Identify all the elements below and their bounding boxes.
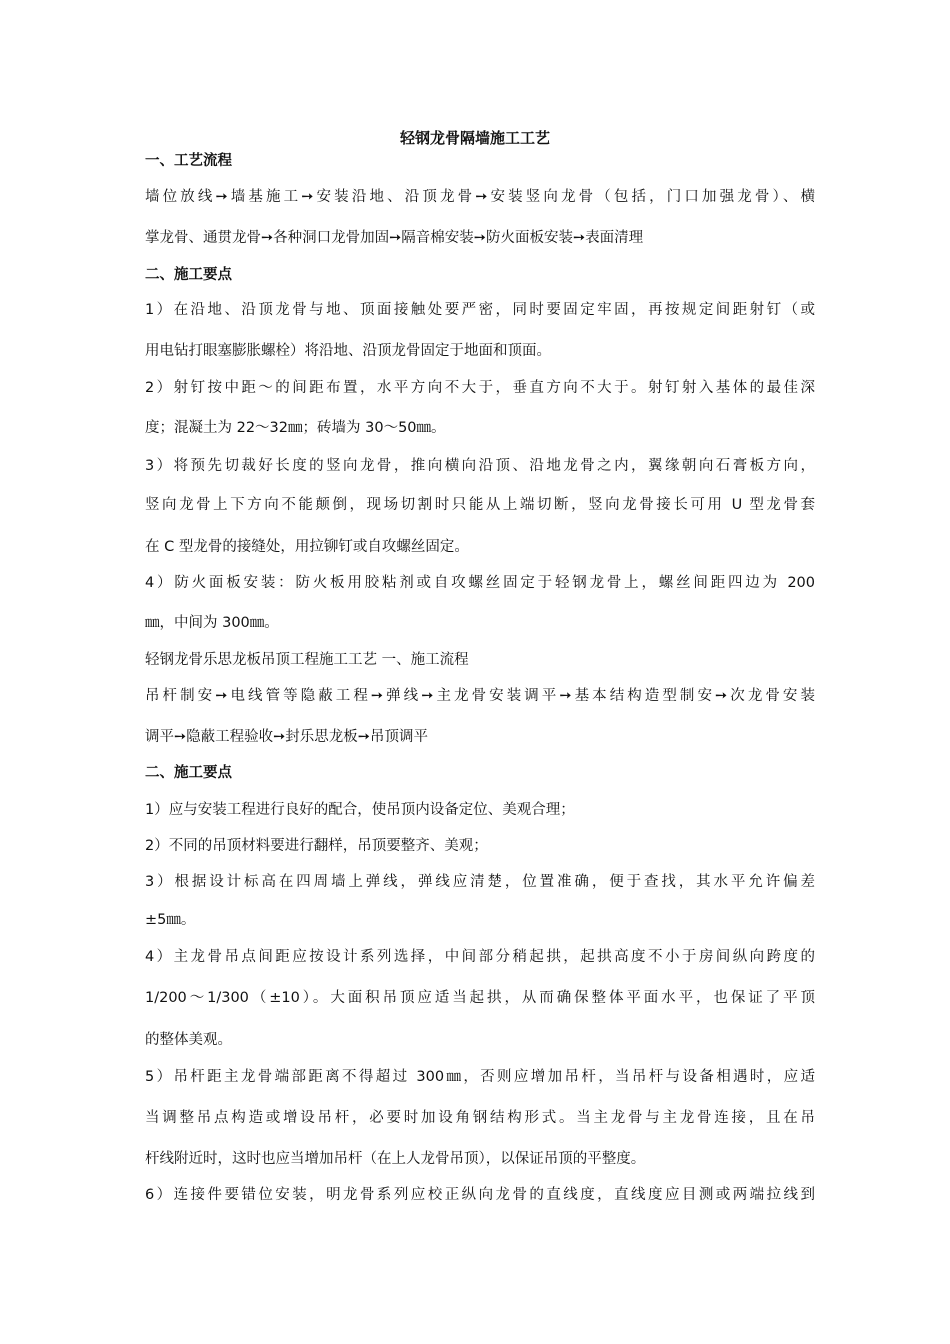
- paragraph-line: 2）射钉按中距～的间距布置，水平方向不大于，垂直方向不大于。射钉射入基体的最佳深: [145, 380, 815, 396]
- paragraph-line: 调平➙隐蔽工程验收➙封乐思龙板➙吊顶调平: [145, 729, 428, 745]
- paragraph-line: 竖向龙骨上下方向不能颠倒，现场切割时只能从上端切断，竖向龙骨接长可用 U 型龙骨套: [145, 497, 815, 513]
- paragraph-line: 2）不同的吊顶材料要进行翻样，吊顶要整齐、美观；: [145, 838, 488, 854]
- paragraph-line: 墙位放线➙墙基施工➙安装沿地、沿顶龙骨➙安装竖向龙骨（包括，门口加强龙骨）、横: [145, 189, 815, 205]
- paragraph-line: 掌龙骨、通贯龙骨➙各种洞口龙骨加固➙隔音棉安装➙防火面板安装➙表面清理: [145, 230, 644, 246]
- paragraph-line: ±5㎜。: [145, 912, 196, 928]
- paragraph-line: ㎜，中间为 300㎜。: [145, 615, 279, 631]
- paragraph-line: 5）吊杆距主龙骨端部距离不得超过 300㎜，否则应增加吊杆，当吊杆与设备相遇时，应适: [145, 1069, 815, 1085]
- section-heading: 一、工艺流程: [145, 153, 232, 169]
- paragraph-line: 3）将预先切裁好长度的竖向龙骨，推向横向沿顶、沿地龙骨之内，翼缘朝向石膏板方向，: [145, 458, 815, 474]
- paragraph-line: 1）在沿地、沿顶龙骨与地、顶面接触处要严密，同时要固定牢固，再按规定间距射钉（或: [145, 302, 815, 318]
- paragraph-line: 的整体美观。: [145, 1032, 232, 1048]
- paragraph-line: 轻钢龙骨乐思龙板吊顶工程施工工艺 一、施工流程: [145, 652, 469, 668]
- paragraph-line: 1）应与安装工程进行良好的配合，使吊顶内设备定位、美观合理；: [145, 802, 575, 818]
- paragraph-line: 用电钻打眼塞膨胀螺栓）将沿地、沿顶龙骨固定于地面和顶面。: [145, 343, 551, 359]
- paragraph-line: 4）防火面板安装：防火板用胶粘剂或自攻螺丝固定于轻钢龙骨上，螺丝间距四边为 200: [145, 575, 815, 591]
- paragraph-line: 度；混凝土为 22～32㎜；砖墙为 30～50㎜。: [145, 420, 446, 436]
- paragraph-line: 6）连接件要错位安装，明龙骨系列应校正纵向龙骨的直线度，直线度应目测或两端拉线到: [145, 1187, 815, 1203]
- section-heading: 二、施工要点: [145, 765, 232, 781]
- paragraph-line: 1/200～1/300（±10）。大面积吊顶应适当起拱，从而确保整体平面水平，也保证了平顶: [145, 990, 815, 1006]
- paragraph-line: 吊杆制安➙电线管等隐蔽工程➙弹线➙主龙骨安装调平➙基本结构造型制安➙次龙骨安装: [145, 688, 815, 704]
- paragraph-line: 3）根据设计标高在四周墙上弹线，弹线应清楚，位置准确，便于查找，其水平允许偏差: [145, 874, 815, 890]
- document-title: 轻钢龙骨隔墙施工工艺: [399, 129, 550, 147]
- paragraph-line: 在 C 型龙骨的接缝处，用拉铆钉或自攻螺丝固定。: [145, 539, 469, 555]
- paragraph-line: 当调整吊点构造或增设吊杆，必要时加设角钢结构形式。当主龙骨与主龙骨连接，且在吊: [145, 1110, 815, 1126]
- paragraph-line: 4）主龙骨吊点间距应按设计系列选择，中间部分稍起拱，起拱高度不小于房间纵向跨度的: [145, 949, 815, 965]
- section-heading: 二、施工要点: [145, 267, 232, 283]
- paragraph-line: 杆线附近时，这时也应当增加吊杆（在上人龙骨吊顶），以保证吊顶的平整度。: [145, 1151, 646, 1167]
